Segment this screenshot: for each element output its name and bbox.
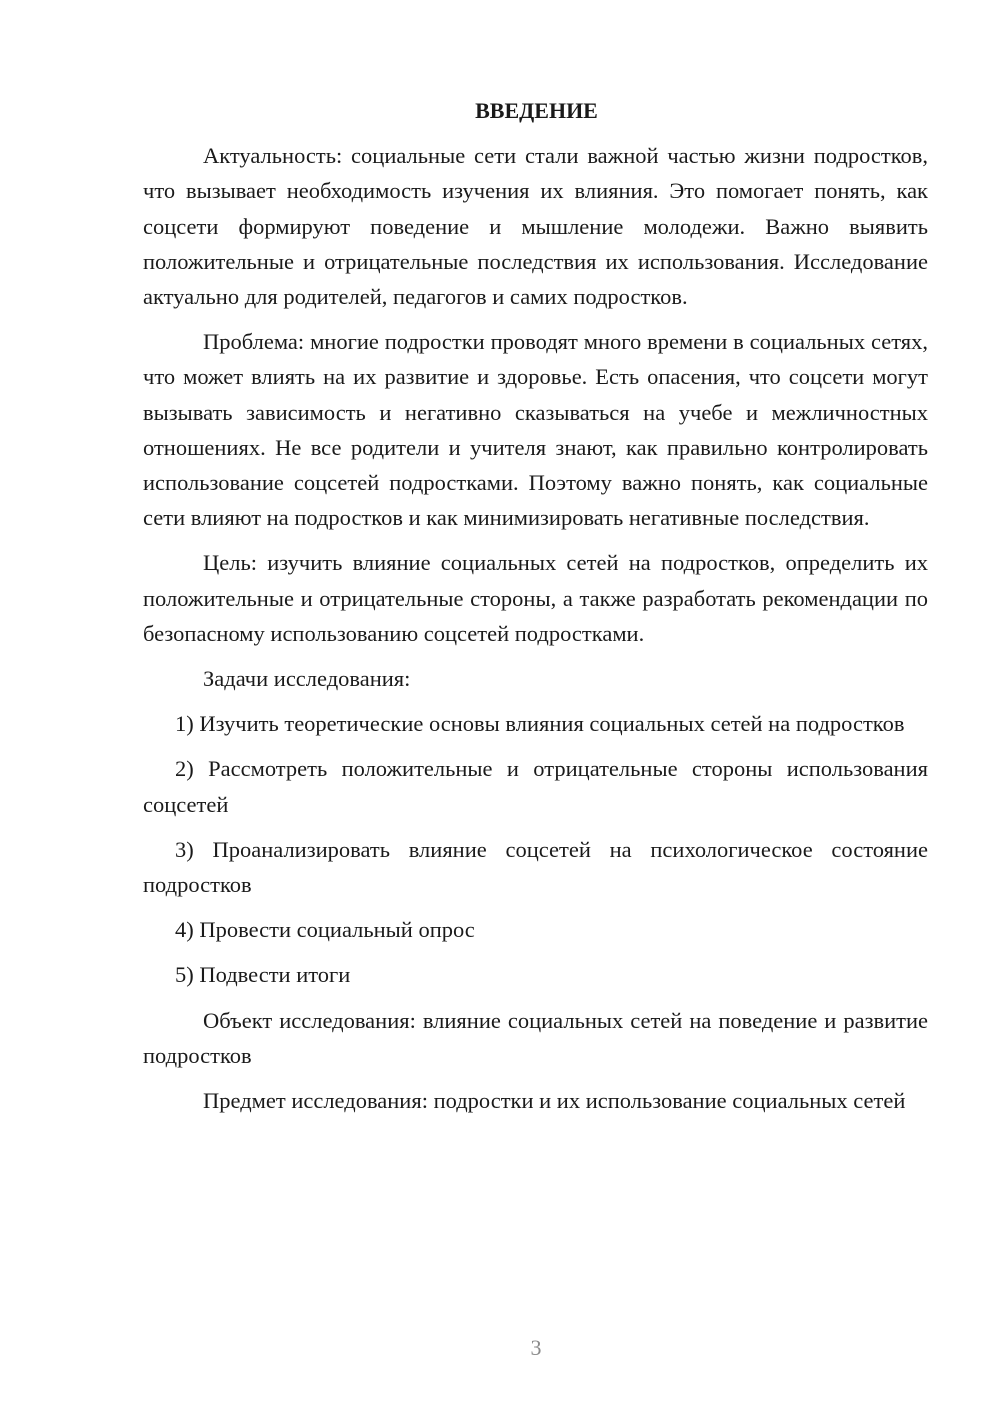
page-content — [143, 93, 928, 1118]
task-item-2: 2) Рассмотреть положительные и отрицательные стороны использования соцсетей — [143, 756, 928, 817]
task-item-3: 3) Проанализировать влияние соцсетей на психологическое состояние подростков — [143, 836, 928, 898]
problem-paragraph: Проблема: многие подростки проводят много времени в социальных сетях, что может влиять на их развитие и здоровье. Есть опасения, что соцсети могут вызывать зависимость и негативно сказываться на учебе и межличностных отношениях. Не все родители и учителя знают, как правильно контролировать использование соцсетей подростками. Поэтому важно понять, как социальные сети влияют на подростков и как минимизировать негативные последствия. — [143, 329, 928, 531]
page-number: 3 — [530, 1335, 542, 1360]
task-item-4: 4) Провести социальный опрос — [175, 917, 475, 943]
task-item-5: 5) Подвести итоги — [175, 962, 351, 988]
object-paragraph: Объект исследования: влияние социальных сетей на поведение и развитие подростков — [143, 1007, 928, 1068]
subject-paragraph: Предмет исследования: подростки и их использование социальных сетей — [203, 1088, 906, 1114]
relevance-paragraph: Актуальность: социальные сети стали важной частью жизни подростков, что вызывает необходимость изучения их влияния. Это помогает понять, как соцсети формируют поведение и мышление молодежи. Важно выявить положительные и отрицательные последствия их использования. Исследование актуально для родителей, педагогов и самих подростков. — [143, 143, 928, 310]
section-title: ВВЕДЕНИЕ — [475, 98, 598, 123]
tasks-heading: Задачи исследования: — [203, 666, 411, 692]
task-item-1: 1) Изучить теоретические основы влияния социальных сетей на подростков — [175, 711, 905, 737]
goal-paragraph: Цель: изучить влияние социальных сетей на подростков, определить их положительные и отрицательные стороны, а также разработать рекомендации по безопасному использованию соцсетей подростками. — [143, 550, 928, 646]
